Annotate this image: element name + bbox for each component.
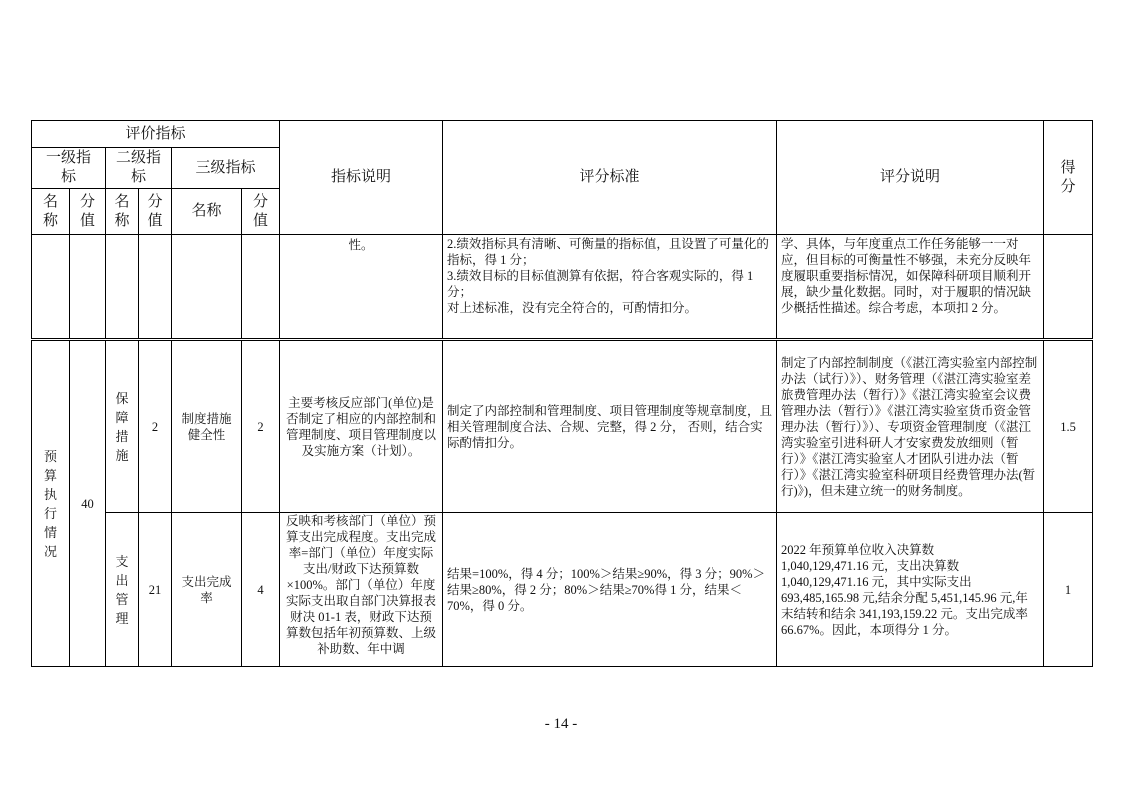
expense-l3-score: 4 [242, 513, 280, 667]
level1-name: 预算执行情况 [32, 341, 70, 667]
measures-desc: 主要考核反应部门(单位)是否制定了相应的内部控制和管理制度、项目管理制度以及实施方案（计划）。 [280, 341, 443, 513]
header-level2: 二级指标 [106, 148, 172, 189]
header-l1-name: 名称 [32, 189, 70, 235]
header-scoring-desc: 评分说明 [777, 121, 1044, 235]
header-result: 得分 [1044, 121, 1093, 235]
table-row-measures [32, 341, 1093, 513]
cont-standard: 2.绩效指标具有清晰、可衡量的指标值，且设置了可量化的指标，得 1 分； 3.绩效目标的目标值测算有依据，符合客观实际的，得 1 分； 对上述标准，没有完全符合的，可酌情扣分。 [443, 235, 777, 339]
expense-l2-name: 支出管理 [106, 513, 139, 667]
expense-explanation: 2022 年预算单位收入决算数 1,040,129,471.16 元，支出决算数 1,040,129,471.16 元，其中实际支出 693,485,165.98 元,结余分配 5,451,145.96 元,年末结转和结余 341,193,159.22 元。支出完成率 66.67%。因此，本项得分 1 分。 [777, 513, 1044, 667]
header-l1-score: 分值 [70, 189, 106, 235]
cont-result [1044, 235, 1093, 339]
cont-l3-name [172, 235, 242, 339]
cont-l1-name [32, 235, 70, 339]
header-l3-name: 名称 [172, 189, 242, 235]
page-number: - 14 - [544, 716, 578, 732]
header-indicator-desc: 指标说明 [280, 121, 443, 235]
measures-l2-name: 保障措施 [106, 341, 139, 513]
header-scoring-standard: 评分标准 [443, 121, 777, 235]
header-l2-score: 分值 [139, 189, 172, 235]
cont-l2-name [106, 235, 139, 339]
header-l3-score: 分值 [242, 189, 280, 235]
evaluation-table [31, 120, 1093, 667]
measures-explanation: 制定了内部控制制度（《湛江湾实验室内部控制办法（试行）》）、财务管理（《湛江湾实验室差旅费管理办法（暂行）》《湛江湾实验室会议费管理办法（暂行）》《湛江湾实验室货币资金管理办法（暂行）》）、专项资金管理制度（《湛江湾实验室引进科研人才安家费发放细则（暂行）》《湛江湾实验室人才团队引进办法（暂行）》《湛江湾实验室科研项目经费管理办法(暂行)》)，但未建立统一的财务制度。 [777, 341, 1044, 513]
measures-l2-score: 2 [139, 341, 172, 513]
table-row-continuation [32, 235, 1093, 339]
cont-desc: 性。 [280, 235, 443, 339]
expense-standard: 结果=100%，得 4 分；100%＞结果≥90%，得 3 分；90%＞结果≥80%，得 2 分；80%＞结果≥70%得 1 分，结果＜70%，得 0 分。 [443, 513, 777, 667]
expense-l3-name: 支出完成率 [172, 513, 242, 667]
cont-l2-score [139, 235, 172, 339]
expense-l2-score: 21 [139, 513, 172, 667]
level1-score: 40 [70, 341, 106, 667]
measures-standard: 制定了内部控制和管理制度、项目管理制度等规章制度，且相关管理制度合法、合规、完整，得 2 分， 否则，结合实际酌情扣分。 [443, 341, 777, 513]
measures-result: 1.5 [1044, 341, 1093, 513]
measures-l3-score: 2 [242, 341, 280, 513]
expense-desc: 反映和考核部门（单位）预算支出完成程度。支出完成率=部门（单位）年度实际支出/财政下达预算数×100%。部门（单位）年度实际支出取自部门决算报表财决 01-1 表，财政下达预算数包括年初预算数、上级补助数、年中调 [280, 513, 443, 667]
header-level3: 三级指标 [172, 148, 280, 189]
measures-l3-name: 制度措施健全性 [172, 341, 242, 513]
header-l2-name: 名称 [106, 189, 139, 235]
cont-explanation: 学、具体，与年度重点工作任务能够一一对应，但目标的可衡量性不够强，未充分反映年度履职重要指标情况，如保障科研项目顺利开展，缺少量化数据。同时，对于履职的情况缺少概括性描述。综合考虑，本项扣 2 分。 [777, 235, 1044, 339]
table-row-expense [32, 513, 1093, 667]
expense-result: 1 [1044, 513, 1093, 667]
cont-l3-score [242, 235, 280, 339]
header-eval-indicators: 评价指标 [32, 121, 280, 148]
cont-l1-score [70, 235, 106, 339]
header-level1: 一级指标 [32, 148, 106, 189]
